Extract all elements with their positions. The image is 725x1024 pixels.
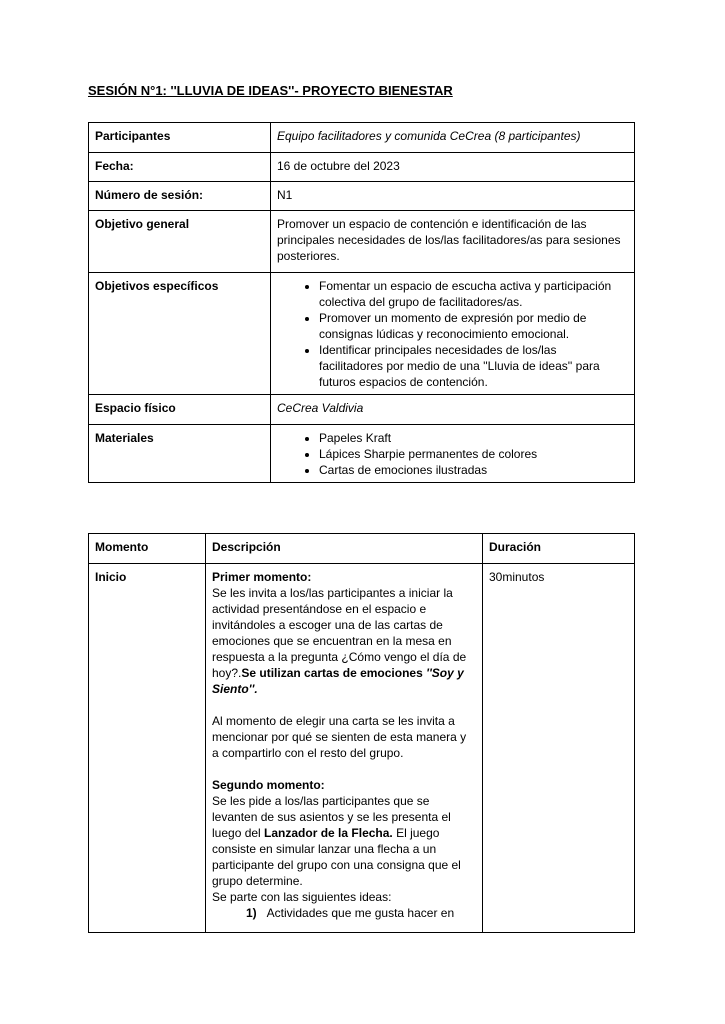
table-row	[89, 211, 635, 273]
row-label: Espacio físico	[89, 395, 271, 425]
bullet-item: • Lápices Sharpie permanentes de colores	[319, 446, 623, 462]
row-value	[271, 153, 635, 182]
momento-cell: Inicio	[89, 564, 206, 933]
row-label: Participantes	[89, 123, 271, 153]
table-row	[89, 273, 635, 395]
text-run: Se parte con las siguientes ideas:	[212, 890, 392, 904]
row-value	[271, 123, 635, 153]
row-label: Objetivo general	[89, 211, 271, 273]
item-text	[267, 905, 454, 921]
text-run: Promover un espacio de contención e identificación de las principales necesidades de los/las facilitadores/as para sesiones posteriores.	[277, 217, 621, 263]
descripcion-cell	[206, 564, 483, 933]
row-value	[271, 273, 635, 395]
row-label: Materiales	[89, 425, 271, 483]
text-run: Se les invita a los/las participantes a iniciar la actividad presentándose en el espacio e invitándoles a escoger una de las cartas de emociones que se encuentran en la mesa en respuesta a la pregunta ¿Cómo vengo el día de hoy?.	[212, 586, 467, 680]
row-value	[271, 182, 635, 211]
bullet-item: • Identificar principales necesidades de los/las facilitadores por medio de una ''Lluvia de ideas'' para futuros espacios de contención.	[319, 342, 623, 390]
column-header-momento: Momento	[89, 534, 206, 564]
text-run: Se utilizan cartas de emociones	[241, 666, 427, 680]
text-run: CeCrea Valdivia	[277, 401, 364, 415]
table-row	[89, 123, 635, 153]
info-table	[88, 122, 635, 483]
description-paragraph	[212, 569, 475, 697]
description-paragraph	[212, 713, 475, 761]
page-title: SESIÓN N°1: ''LLUVIA DE IDEAS''- PROYECTO BIENESTAR	[88, 83, 453, 98]
text-run: Lanzador de la Flecha.	[264, 826, 393, 840]
schedule-table-body	[89, 564, 635, 933]
bullet-list	[277, 278, 627, 390]
text-run: Equipo facilitadores y comunida CeCrea (8 participantes)	[277, 129, 581, 143]
bullet-item: • Papeles Kraft	[319, 430, 623, 446]
bullet-item: • Cartas de emociones ilustradas	[319, 462, 623, 478]
text-run: Se les pide a los/las participantes que se levanten de sus asientos y se les presenta el luego del	[212, 794, 451, 840]
row-value	[271, 425, 635, 483]
row-value	[271, 395, 635, 425]
row-label: Fecha:	[89, 153, 271, 182]
column-header-descripcion: Descripción	[206, 534, 483, 564]
table-row	[89, 153, 635, 182]
item-number: 1)	[246, 906, 257, 920]
paragraph-spacer	[212, 761, 475, 777]
numbered-item	[246, 905, 475, 921]
bullet-item: • Fomentar un espacio de escucha activa y participación colectiva del grupo de facilitadores/as.	[319, 278, 623, 310]
text-run: 16 de octubre del 2023	[277, 159, 400, 173]
row-label: Número de sesión:	[89, 182, 271, 211]
text-run: Al momento de elegir una carta se les invita a mencionar por qué se sienten de esta manera y a compartirlo con el resto del grupo.	[212, 714, 467, 760]
table-row	[89, 425, 635, 483]
row-value	[271, 211, 635, 273]
text-run: N1	[277, 188, 293, 202]
bullet-item: • Promover un momento de expresión por medio de consignas lúdicas y reconocimiento emocional.	[319, 310, 623, 342]
text-run: Actividades que me gusta hacer en	[266, 906, 455, 920]
paragraph-spacer	[212, 697, 475, 713]
text-run: El juego consiste en simular lanzar una flecha a un participante del grupo con una consigna que el grupo determine.	[212, 826, 461, 888]
table-row	[89, 395, 635, 425]
table-row	[89, 564, 635, 933]
row-label: Objetivos específicos	[89, 273, 271, 395]
schedule-header-row	[89, 534, 635, 564]
description-paragraph	[212, 777, 475, 905]
table-row	[89, 182, 635, 211]
text-run: Segundo momento:	[212, 778, 325, 792]
info-table-body	[89, 123, 635, 483]
duracion-cell: 30minutos	[483, 564, 635, 933]
column-header-duracion: Duración	[483, 534, 635, 564]
text-run: ''Soy y Siento''.	[212, 666, 464, 696]
text-run: Primer momento:	[212, 570, 312, 584]
bullet-list	[277, 430, 627, 478]
schedule-table	[88, 533, 635, 933]
